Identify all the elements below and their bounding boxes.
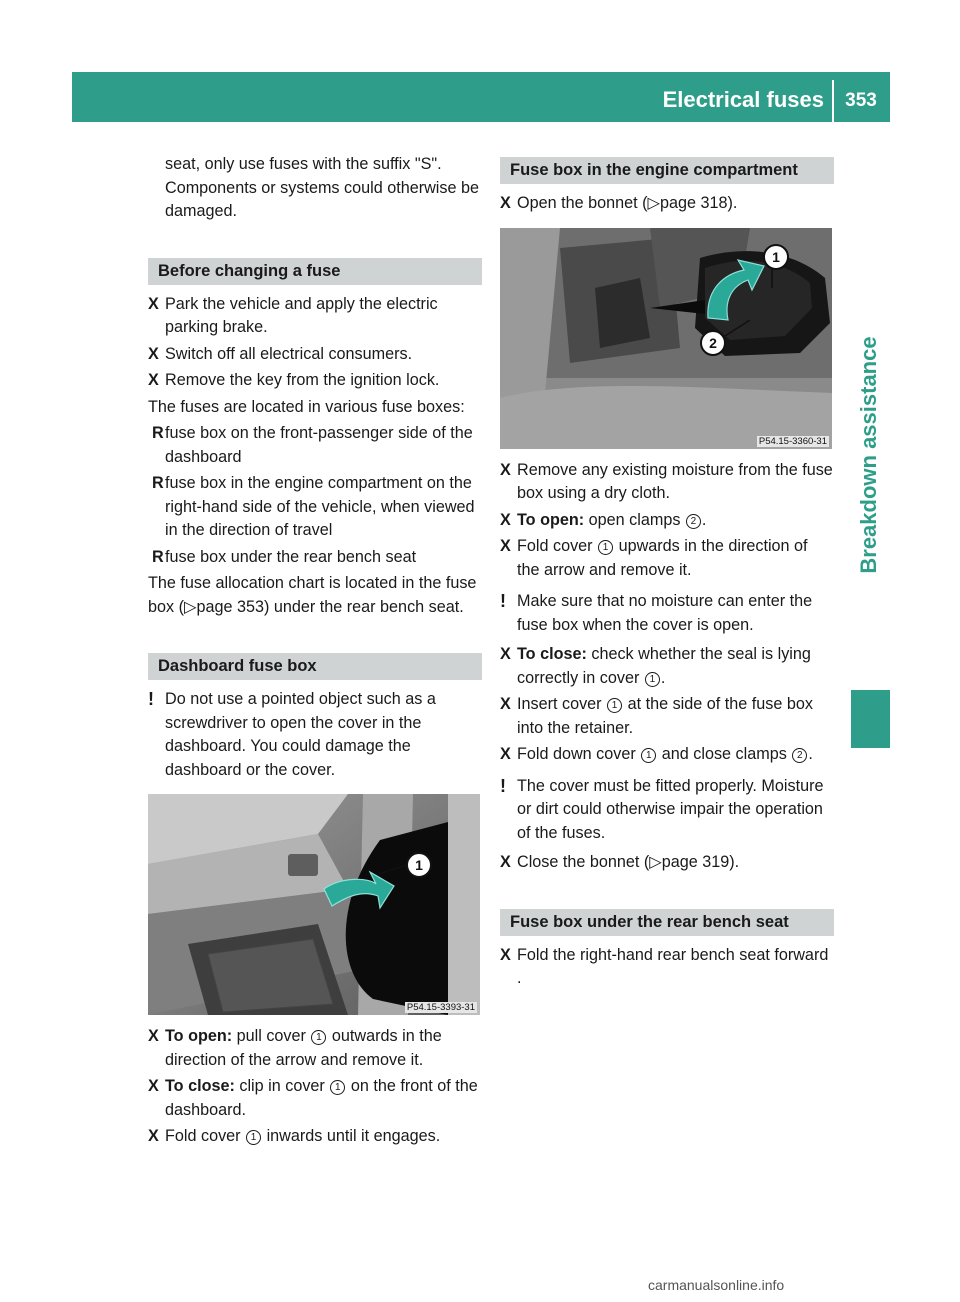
step-marker-icon: X — [148, 1127, 159, 1145]
bullet-item — [148, 422, 482, 469]
page-ref-icon: ▷ — [647, 194, 660, 212]
warning-note — [148, 688, 482, 782]
text-span: outwards in the direction of the arrow and remove it. — [165, 1027, 442, 1069]
callout-ref-1: 1 — [607, 698, 622, 713]
step-item — [500, 643, 834, 690]
step-marker-icon: X — [500, 510, 511, 529]
text-span: Insert cover — [517, 695, 607, 713]
side-tab-marker — [851, 690, 890, 748]
warning-note — [500, 775, 834, 846]
step-text: Remove the key from the ignition lock. — [165, 371, 440, 389]
page-ref-link[interactable]: page 353 — [196, 597, 264, 616]
text-span: clip in cover — [234, 1077, 330, 1095]
step-item — [500, 459, 834, 506]
callout-ref-1: 1 — [246, 1130, 261, 1145]
step-item — [500, 535, 834, 582]
page-title: Electrical fuses — [662, 87, 824, 112]
text-span: Close the bonnet ( — [517, 853, 650, 871]
step-item — [148, 1075, 482, 1122]
warning-icon: ! — [500, 591, 506, 611]
step-item — [500, 944, 834, 991]
step-item — [500, 693, 834, 740]
step-label: To open: — [165, 1027, 233, 1045]
page-ref-icon: ▷ — [184, 597, 197, 616]
section-rear-bench-fuse-box: Fuse box under the rear bench seat — [500, 909, 834, 936]
warning-note — [500, 590, 834, 637]
step-label: To open: — [517, 510, 585, 529]
step-text: Fold the right-hand rear bench seat forward . — [517, 945, 829, 987]
intro-text: seat, only use fuses with the suffix "S". Components or systems could otherwise be damaged. — [165, 155, 480, 220]
text-span: open clamps — [584, 510, 685, 529]
bullet-marker-icon: R — [152, 547, 164, 566]
text-span: pull cover — [232, 1027, 311, 1045]
step-marker-icon: X — [148, 294, 159, 313]
callout-ref-2: 2 — [686, 514, 701, 529]
right-column — [500, 153, 834, 994]
callout-ref-1: 1 — [641, 748, 656, 763]
engine-fuse-box-figure — [500, 228, 832, 449]
callout-1: 1 — [406, 852, 432, 878]
callout-ref-1: 1 — [598, 540, 613, 555]
watermark[interactable]: carmanualsonline.info — [648, 1277, 785, 1293]
dashboard-fuse-box-figure — [148, 794, 480, 1015]
text-span: at the side of the fuse box into the retainer. — [517, 695, 813, 737]
section-before-changing: Before changing a fuse — [148, 258, 482, 285]
warning-text: The cover must be fitted properly. Moisture or dirt could otherwise impair the operation of the fuses. — [517, 776, 824, 842]
step-marker-icon: X — [148, 344, 159, 363]
bullet-text: fuse box under the rear bench seat — [165, 547, 417, 566]
text-span: Fold cover — [165, 1127, 246, 1145]
callout-2: 2 — [700, 330, 726, 356]
page-number: 353 — [845, 90, 877, 111]
page-ref-link[interactable]: page 318 — [659, 194, 728, 212]
warning-text: Make sure that no moisture can enter the fuse box when the cover is open. — [517, 592, 813, 634]
callout-ref-1: 1 — [645, 672, 660, 687]
step-item — [500, 851, 834, 875]
left-column — [148, 153, 482, 1152]
step-marker-icon: X — [500, 645, 511, 663]
text-span: . — [660, 668, 666, 687]
text-span: upwards in the direction of the arrow and remove it. — [517, 537, 808, 579]
text-span: and close clamps — [657, 745, 792, 763]
text-span: . — [701, 510, 707, 529]
page-ref-icon: ▷ — [649, 853, 662, 871]
step-marker-icon: X — [500, 695, 511, 713]
text-span: ). — [727, 194, 738, 212]
section-engine-fuse-box: Fuse box in the engine compartment — [500, 157, 834, 184]
text-span: inwards until it engages. — [262, 1127, 441, 1145]
step-marker-icon: X — [500, 853, 511, 871]
step-item — [148, 1025, 482, 1072]
bullet-text: fuse box on the front-passenger side of the dashboard — [165, 424, 473, 466]
step-item — [148, 369, 482, 393]
step-marker-icon: X — [148, 371, 159, 389]
warning-icon: ! — [500, 775, 506, 796]
bullet-item — [148, 546, 482, 570]
step-item — [148, 293, 482, 340]
text-span: ) under the rear bench seat. — [263, 597, 464, 616]
located-text: The fuses are located in various fuse boxes: — [148, 397, 465, 416]
callout-ref-1: 1 — [330, 1080, 345, 1095]
warning-text: Do not use a pointed object such as a screwdriver to open the cover in the dashboard. You could damage the dashboard or the cover. — [165, 690, 436, 779]
side-tab-label: Breakdown assistance — [856, 336, 881, 574]
bullet-text: fuse box in the engine compartment on the right-hand side of the vehicle, when viewed in the direction of travel — [165, 474, 475, 539]
bullet-marker-icon: R — [152, 474, 164, 492]
step-item — [148, 343, 482, 367]
figure-code: P54.15-3393-31 — [406, 1002, 475, 1013]
step-marker-icon: X — [500, 745, 511, 763]
step-label: To close: — [517, 645, 587, 663]
text-span: on the front of the dashboard. — [165, 1077, 478, 1119]
header-divider — [832, 80, 834, 122]
text-span: . — [808, 745, 813, 763]
step-text: Remove any existing moisture from the fuse box using a dry cloth. — [517, 460, 833, 502]
dashboard-illustration — [148, 794, 480, 1015]
step-item — [500, 509, 834, 533]
figure-code: P54.15-3360-31 — [758, 435, 827, 447]
callout-ref-2: 2 — [792, 748, 807, 763]
step-marker-icon: X — [500, 194, 511, 212]
step-marker-icon: X — [500, 460, 511, 479]
callout-1: 1 — [763, 244, 789, 270]
section-dashboard-fuse-box: Dashboard fuse box — [148, 653, 482, 680]
bullet-marker-icon: R — [152, 424, 164, 442]
step-marker-icon: X — [148, 1077, 159, 1095]
text-span: check whether the seal is lying correctly in cover — [517, 645, 811, 687]
page-ref-link[interactable]: page 319 — [661, 853, 730, 871]
step-marker-icon: X — [148, 1027, 159, 1045]
step-item — [148, 1125, 482, 1149]
step-text: Switch off all electrical consumers. — [165, 344, 413, 363]
warning-icon: ! — [148, 689, 154, 709]
text-span: Open the bonnet ( — [517, 194, 648, 212]
step-marker-icon: X — [500, 945, 511, 964]
step-marker-icon: X — [500, 537, 511, 555]
text-span: The fuse allocation chart is located in the fuse box ( — [148, 574, 477, 616]
step-text: Park the vehicle and apply the electric parking brake. — [165, 294, 438, 336]
step-item — [500, 192, 834, 216]
bullet-item — [148, 472, 482, 543]
callout-ref-1: 1 — [311, 1030, 326, 1045]
step-label: To close: — [165, 1077, 235, 1095]
text-span: Fold down cover — [517, 745, 641, 763]
text-span: Fold cover — [517, 537, 598, 555]
text-span: ). — [729, 853, 740, 871]
allocation-chart-text — [148, 572, 482, 619]
step-item — [500, 743, 834, 767]
